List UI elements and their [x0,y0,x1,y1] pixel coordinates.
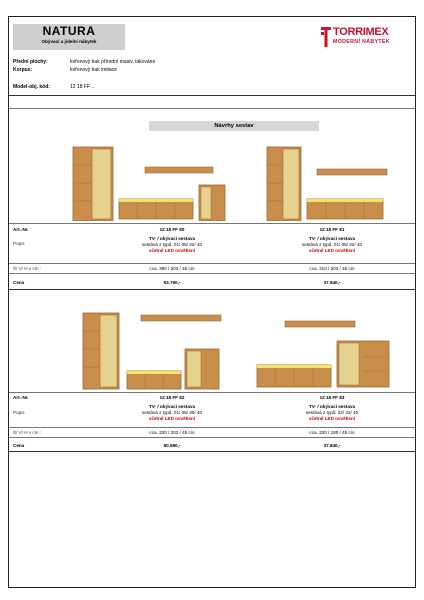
divider [9,108,415,109]
product-price: 53.790,- [163,280,181,285]
info-fronts [13,59,155,66]
product-code: 12 18 FF 82 [159,395,185,400]
product-dims: cca. 330 / 203 / 45 cm [149,430,195,435]
divider [9,273,415,274]
collection-header [13,24,125,50]
art-nr-label: Art.-Nr. [13,227,29,232]
info-label: Přední plochy: [13,59,48,65]
divider [9,437,415,438]
divider [9,427,415,428]
product-composition: sestává z typů: 01/ 06/ 32/ 40 [141,242,202,247]
product-price: 37.840,- [323,280,341,285]
product-dims: cca. 390 / 203 / 45 cm [149,266,195,271]
product-price: 50.590,- [163,443,181,448]
product-composition: sestává z typů: 01/ 06/ 30/ 40 [141,410,202,415]
product-led-note: včetně LED osvětlení [148,248,196,253]
price-sheet [8,16,416,588]
product-name: TV- / obývací sestava [308,236,356,241]
divider [9,392,415,393]
product-name: TV- / obývací sestava [148,404,196,409]
divider [9,223,415,224]
product-composition: sestává z typů: 22/ 32/ 40 [305,410,359,415]
art-nr-label: Art.-Nr. [13,395,29,400]
product-name: TV- / obývací sestava [148,236,196,241]
collection-title: NATURA [42,24,96,38]
torrimex-logo-mark-icon [321,27,331,47]
product-price: 37.840,- [323,443,341,448]
logo-tagline: MODERNÍ NÁBYTEK [333,39,391,45]
furniture-set-81-image [263,145,393,221]
price-label: Cena [13,443,25,448]
info-body [13,67,117,74]
product-name: TV- / obývací sestava [308,404,356,409]
dims-label: Š/ V/ H v cm : [13,430,42,435]
price-label: Cena [13,280,25,285]
divider [9,451,415,452]
popis-label: Popis [13,241,25,246]
product-code: 12 18 FF 83 [319,395,345,400]
popis-label: Popis [13,410,25,415]
furniture-set-80-image [67,145,227,221]
info-label: Model-obj. kód: [13,84,50,90]
product-led-note: včetně LED osvětlení [308,416,356,421]
product-composition: sestává z typů: 01/ 06/ 32/ 40 [301,242,362,247]
torrimex-logo [321,25,403,55]
divider [9,263,415,264]
info-value: 12 18 FF .. [70,84,95,90]
furniture-set-83-image [255,317,405,391]
product-code: 12 18 FF 80 [159,227,185,232]
product-dims: cca. 330 / 180 / 45 cm [309,430,355,435]
info-value: kořenový buk imitace [70,67,117,73]
furniture-set-82-image [79,309,229,391]
product-code: 12 18 FF 81 [319,227,345,232]
info-label: Korpus: [13,67,33,73]
info-value: kořenový buk přírodní masiv, lakováno [70,59,156,65]
collection-subtitle: Obývací a jídelní nábytek [41,39,97,44]
logo-name: TORRIMEX [333,26,389,38]
product-led-note: včetně LED osvětlení [148,416,196,421]
dims-label: Š/ V/ H v cm : [13,266,42,271]
info-model-code [13,84,94,91]
section-title: Návrhy sestav [149,121,319,131]
divider [9,95,415,96]
product-dims: cca. 310 / 203 / 45 cm [309,266,355,271]
divider [9,289,415,290]
product-led-note: včetně LED osvětlení [308,248,356,253]
